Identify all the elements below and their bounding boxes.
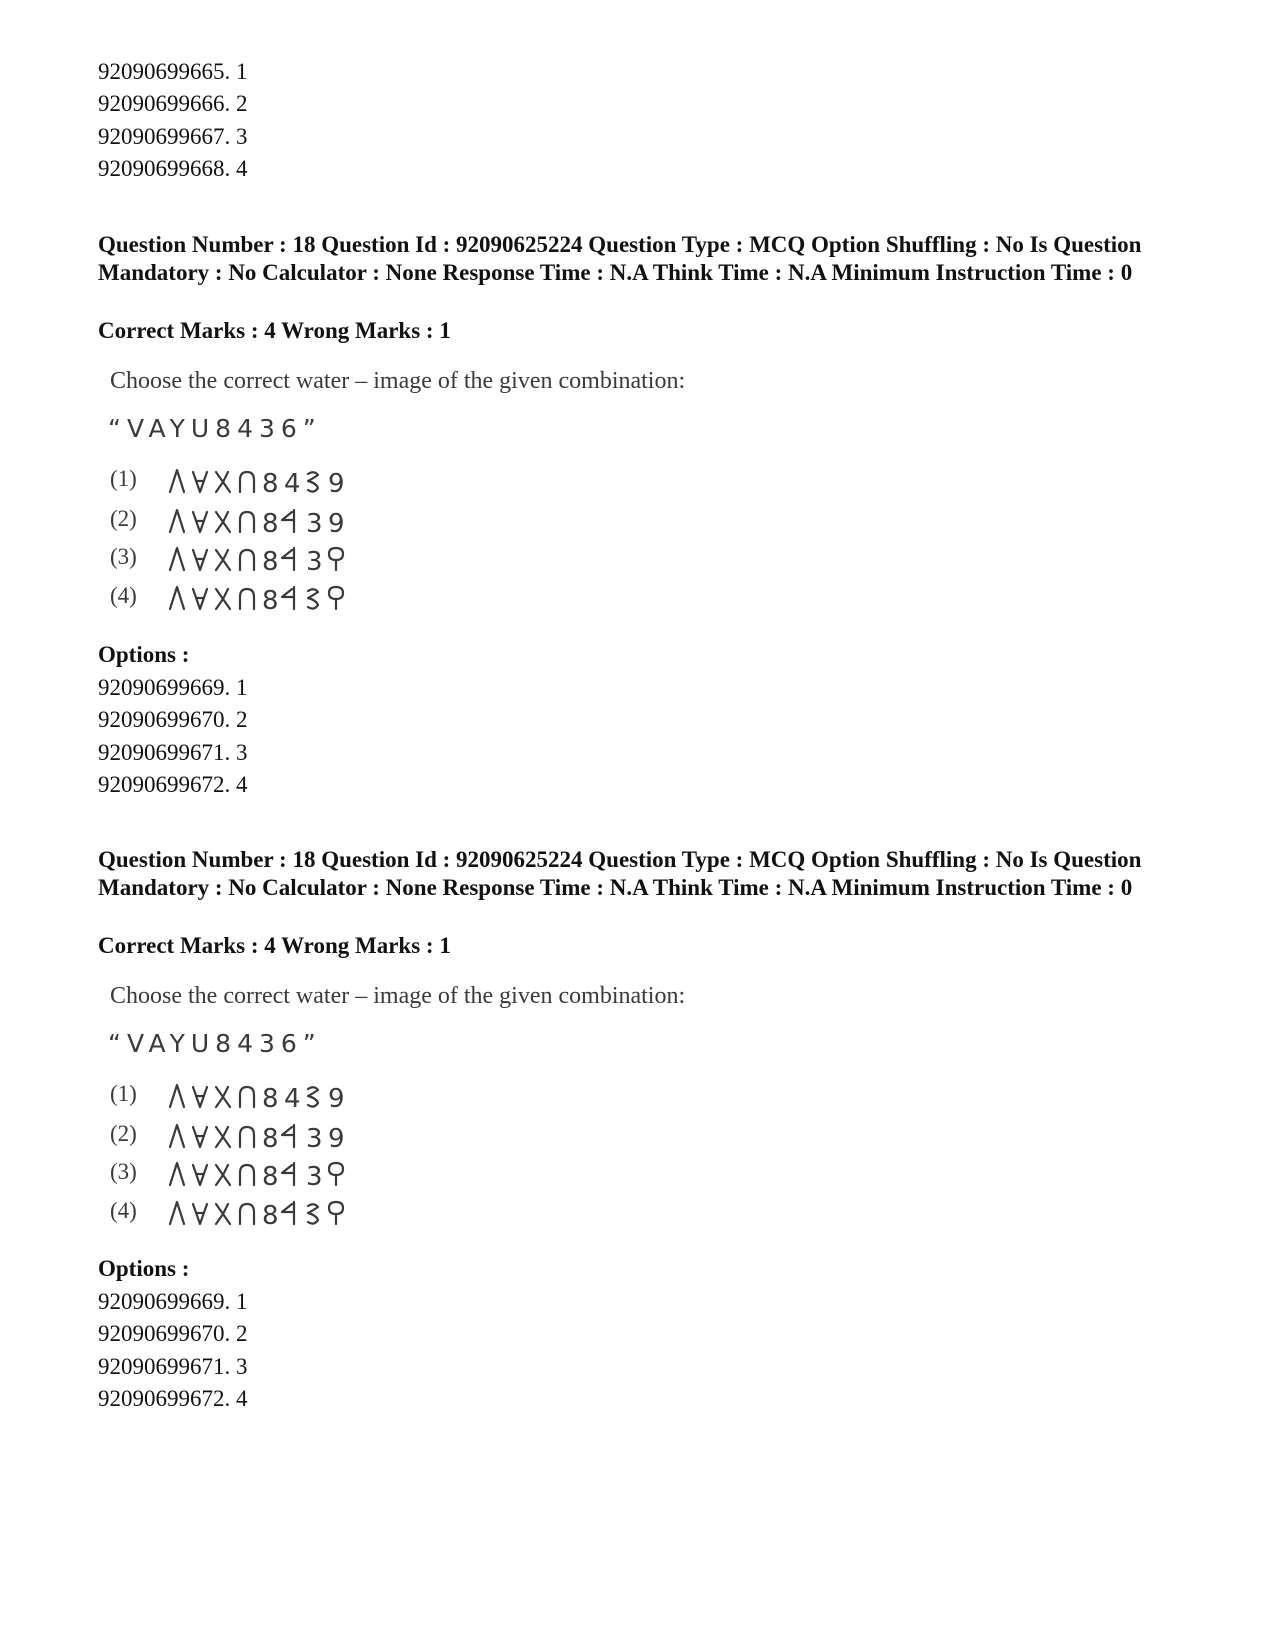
choice-number: (2) <box>110 506 137 531</box>
option-line: 92090699669. 1 <box>98 675 248 700</box>
svg-text:9: 9 <box>328 1084 345 1114</box>
question-combination: “VAYU8436” <box>108 414 322 443</box>
choice-3 <box>110 540 510 580</box>
svg-text:8: 8 <box>262 1084 279 1114</box>
svg-text:8: 8 <box>262 509 279 539</box>
choice-number: (4) <box>110 1198 137 1223</box>
water-image-glyphs <box>166 462 366 502</box>
question-stem: Choose the correct water – image of the given combination: <box>110 368 686 394</box>
choice-2 <box>110 502 510 542</box>
water-image-glyphs <box>166 579 366 619</box>
water-image-glyphs <box>166 1077 366 1117</box>
choice-4 <box>110 1194 510 1234</box>
question-marks: Correct Marks : 4 Wrong Marks : 1 <box>98 318 451 343</box>
question-meta: Question Number : 18 Question Id : 92090625224 Question Type : MCQ Option Shuffling : No Is Question Mandatory : No Calculator : None Response Time : N.A Think Time : N.A Minimum Instruction Time : 0 <box>98 847 1142 900</box>
option-line: 92090699665. 1 <box>98 59 248 84</box>
water-image-glyphs <box>166 502 366 542</box>
choice-number: (2) <box>110 1121 137 1146</box>
choice-2 <box>110 1117 510 1157</box>
question-image <box>98 983 798 1233</box>
option-line: 92090699668. 4 <box>98 156 248 181</box>
choice-number: (1) <box>110 466 137 491</box>
choice-3 <box>110 1155 510 1195</box>
svg-text:3: 3 <box>306 1124 323 1154</box>
choice-number: (1) <box>110 1081 137 1106</box>
choice-number: (3) <box>110 544 137 569</box>
svg-text:8: 8 <box>262 547 279 577</box>
svg-text:8: 8 <box>262 1124 279 1154</box>
choice-number: (3) <box>110 1159 137 1184</box>
option-line: 92090699670. 2 <box>98 707 248 732</box>
water-image-glyphs <box>166 1194 366 1234</box>
svg-text:3: 3 <box>306 547 323 577</box>
water-image-glyphs <box>166 540 366 580</box>
option-line: 92090699671. 3 <box>98 1354 248 1379</box>
svg-text:8: 8 <box>262 1162 279 1192</box>
water-image-glyphs <box>166 1117 366 1157</box>
option-line: 92090699672. 4 <box>98 1386 248 1411</box>
options-label: Options : <box>98 642 190 667</box>
question-marks: Correct Marks : 4 Wrong Marks : 1 <box>98 933 451 958</box>
question-image <box>98 368 798 618</box>
option-line: 92090699667. 3 <box>98 124 248 149</box>
svg-text:3: 3 <box>306 509 323 539</box>
svg-text:9: 9 <box>328 509 345 539</box>
option-line: 92090699669. 1 <box>98 1289 248 1314</box>
svg-text:8: 8 <box>262 586 279 616</box>
choice-4 <box>110 579 510 619</box>
svg-text:9: 9 <box>328 1124 345 1154</box>
svg-text:4: 4 <box>284 469 301 499</box>
choice-1 <box>110 462 510 502</box>
svg-text:3: 3 <box>306 1162 323 1192</box>
option-line: 92090699670. 2 <box>98 1321 248 1346</box>
water-image-glyphs <box>166 1155 366 1195</box>
options-label: Options : <box>98 1256 190 1281</box>
question-stem: Choose the correct water – image of the given combination: <box>110 983 686 1009</box>
svg-text:8: 8 <box>262 469 279 499</box>
choice-1 <box>110 1077 510 1117</box>
question-combination: “VAYU8436” <box>108 1029 322 1058</box>
option-line: 92090699671. 3 <box>98 740 248 765</box>
svg-text:4: 4 <box>284 1084 301 1114</box>
choice-number: (4) <box>110 583 137 608</box>
option-line: 92090699672. 4 <box>98 772 248 797</box>
svg-text:8: 8 <box>262 1201 279 1231</box>
svg-text:9: 9 <box>328 469 345 499</box>
question-meta: Question Number : 18 Question Id : 92090625224 Question Type : MCQ Option Shuffling : No Is Question Mandatory : No Calculator : None Response Time : N.A Think Time : N.A Minimum Instruction Time : 0 <box>98 232 1142 285</box>
option-line: 92090699666. 2 <box>98 91 248 116</box>
